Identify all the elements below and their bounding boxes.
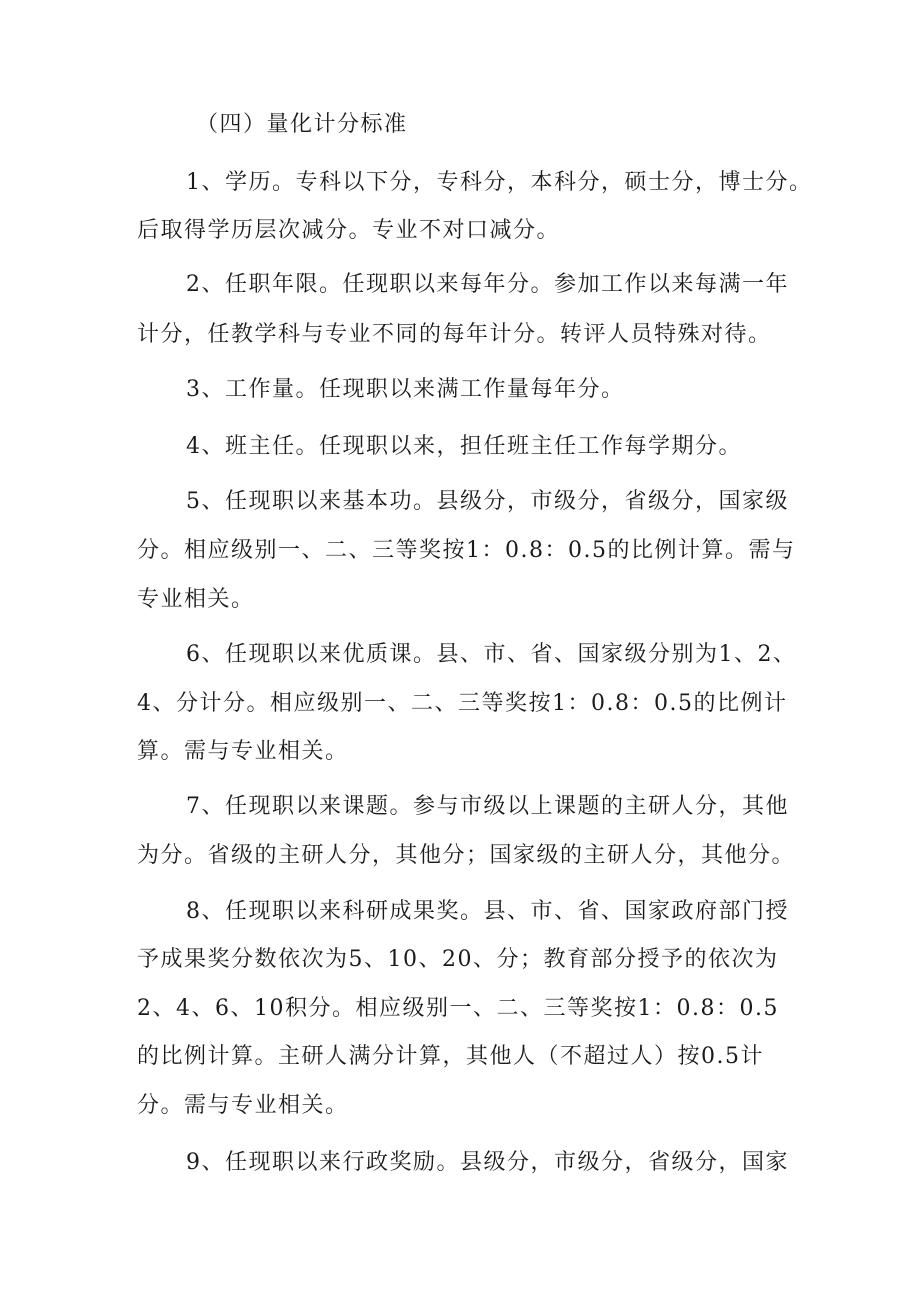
- paragraph-6-line-1: 6、任现职以来优质课。县、市、省、国家级分别为1、2、: [186, 642, 797, 667]
- paragraph-7-line-2: 为分。省级的主研人分，其他分；国家级的主研人分，其他分。: [137, 843, 796, 868]
- paragraph-6-line-2: 4、分计分。相应级别一、二、三等奖按1：0.8：0.5的比例计: [137, 691, 788, 716]
- paragraph-2-line-2: 计分，任教学科与专业不同的每年计分。转评人员特殊对待。: [137, 322, 772, 347]
- paragraph-8-line-1: 8、任现职以来科研成果奖。县、市、省、国家政府部门授: [186, 899, 789, 924]
- paragraph-5-line-1: 5、任现职以来基本功。县级分，市级分，省级分，国家级: [186, 489, 789, 514]
- paragraph-3-line-1: 3、工作量。任现职以来满工作量每年分。: [186, 377, 625, 402]
- paragraph-7-line-1: 7、任现职以来课题。参与市级以上课题的主研人分，其他: [186, 794, 789, 819]
- paragraph-6-line-3: 算。需与专业相关。: [137, 739, 349, 764]
- paragraph-1-line-2: 后取得学历层次减分。专业不对口减分。: [137, 218, 561, 243]
- paragraph-8-line-4: 的比例计算。主研人满分计算，其他人（不超过人）按0.5计: [137, 1044, 764, 1069]
- section-heading: （四）量化计分标准: [196, 112, 408, 137]
- paragraph-8-line-5: 分。需与专业相关。: [137, 1093, 349, 1118]
- paragraph-5-line-3: 专业相关。: [137, 587, 255, 612]
- paragraph-4-line-1: 4、班主任。任现职以来，担任班主任工作每学期分。: [186, 434, 742, 459]
- paragraph-8-line-2: 予成果奖分数依次为5、10、20、分；教育部分授予的依次为: [137, 947, 779, 972]
- paragraph-8-line-3: 2、4、6、10积分。相应级别一、二、三等奖按1：0.8：0.5: [137, 996, 779, 1021]
- paragraph-2-line-1: 2、任职年限。任现职以来每年分。参加工作以来每满一年: [186, 272, 789, 297]
- paragraph-1-line-1: 1、学历。专科以下分，专科分，本科分，硕士分，博士分。: [186, 170, 813, 195]
- paragraph-5-line-2: 分。相应级别一、二、三等奖按1：0.8：0.5的比例计算。需与: [137, 538, 796, 563]
- paragraph-9-line-1: 9、任现职以来行政奖励。县级分，市级分，省级分，国家: [186, 1150, 789, 1175]
